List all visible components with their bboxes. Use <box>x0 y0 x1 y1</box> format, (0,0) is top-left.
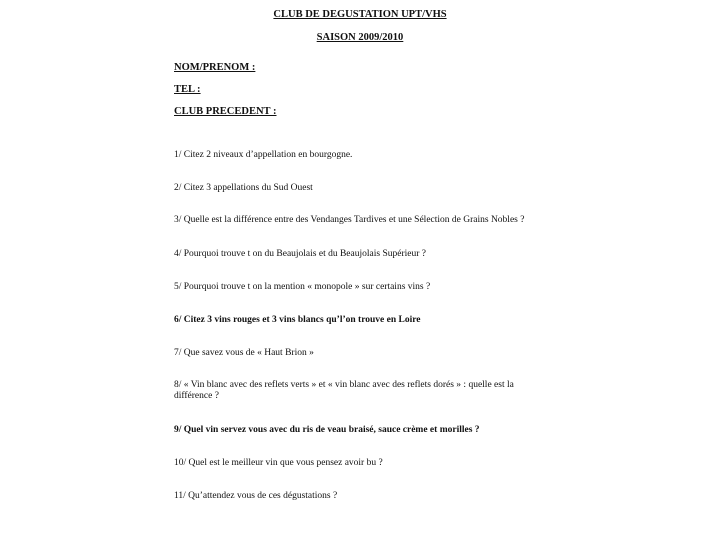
question-2: 2/ Citez 3 appellations du Sud Ouest <box>174 183 313 193</box>
question-4: 4/ Pourquoi trouve t on du Beaujolais et du Beaujolais Supérieur ? <box>174 249 426 259</box>
name-field-label: NOM/PRENOM : <box>174 62 256 73</box>
document-title: CLUB DE DEGUSTATION UPT/VHS <box>273 9 447 20</box>
question-8: 8/ « Vin blanc avec des reflets verts » et « vin blanc avec des reflets dorés » : quelle est la différence ? <box>174 380 514 401</box>
question-3: 3/ Quelle est la différence entre des Vendanges Tardives et une Sélection de Grains Nobles ? <box>174 215 525 225</box>
question-5: 5/ Pourquoi trouve t on la mention « monopole » sur certains vins ? <box>174 282 431 292</box>
question-11: 11/ Qu’attendez vous de ces dégustations ? <box>174 491 338 501</box>
question-10: 10/ Quel est le meilleur vin que vous pensez avoir bu ? <box>174 458 383 468</box>
previous-club-field-label: CLUB PRECEDENT : <box>174 106 277 117</box>
question-1: 1/ Citez 2 niveaux d’appellation en bourgogne. <box>174 150 353 160</box>
question-7: 7/ Que savez vous de « Haut Brion » <box>174 348 314 358</box>
phone-field-label: TEL : <box>174 84 201 95</box>
question-9: 9/ Quel vin servez vous avec du ris de veau braisé, sauce crème et morilles ? <box>174 425 480 435</box>
question-6: 6/ Citez 3 vins rouges et 3 vins blancs qu’l’on trouve en Loire <box>174 315 421 325</box>
season-title: SAISON 2009/2010 <box>316 32 404 43</box>
